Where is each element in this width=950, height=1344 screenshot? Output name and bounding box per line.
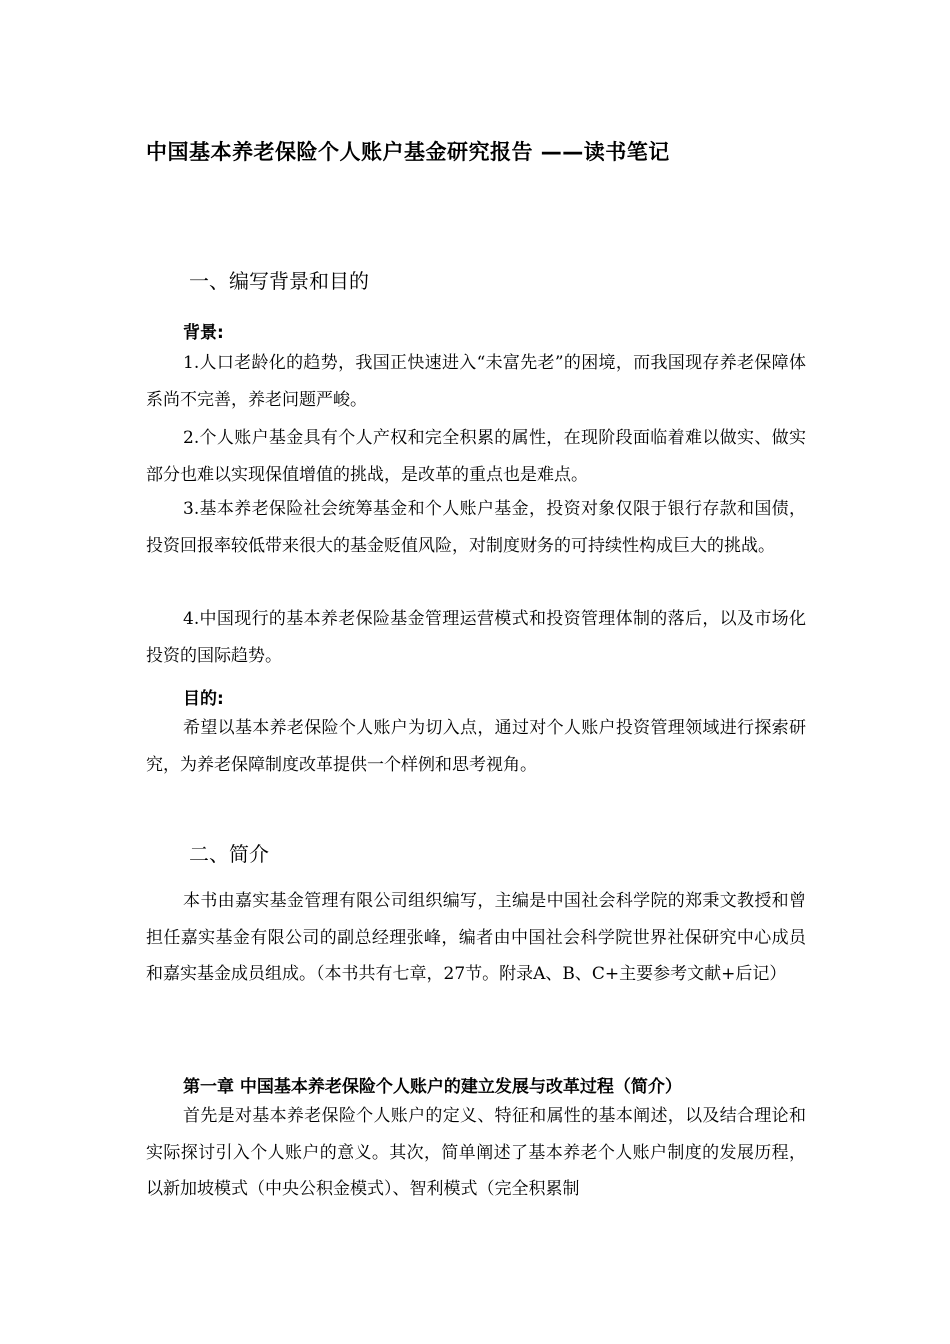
background-item-4: 4.中国现行的基本养老保险基金管理运营模式和投资管理体制的落后，以及市场化投资的国际趋势。: [146, 609, 806, 666]
background-item-3: 3.基本养老保险社会统筹基金和个人账户基金，投资对象仅限于银行存款和国债，投资回报率较低带来很大的基金贬值风险，对制度财务的可持续性构成巨大的挑战。: [146, 499, 806, 556]
background-item-1: 1.人口老龄化的趋势，我国正快速进入“未富先老”的困境，而我国现存养老保障体系尚不完善，养老问题严峻。: [146, 353, 806, 410]
section2-heading: 二、简介: [189, 842, 269, 866]
chapter1-heading: 第一章 中国基本养老保险个人账户的建立发展与改革过程（简介）: [183, 1077, 682, 1097]
purpose-text: 希望以基本养老保险个人账户为切入点，通过对个人账户投资管理领域进行探索研究，为养老保障制度改革提供一个样例和思考视角。: [146, 718, 806, 775]
intro-text: 本书由嘉实基金管理有限公司组织编写，主编是中国社会科学院的郑秉文教授和曾担任嘉实基金有限公司的副总经理张峰，编者由中国社会科学院世界社保研究中心成员和嘉实基金成员组成。（本书共有七章，27节。附录A、B、C+主要参考文献+后记）: [146, 891, 806, 984]
background-label: 背景:: [183, 323, 224, 343]
background-item-2: 2.个人账户基金具有个人产权和完全积累的属性，在现阶段面临着难以做实、做实部分也难以实现保值增值的挑战，是改革的重点也是难点。: [146, 428, 806, 485]
purpose-label: 目的:: [183, 689, 224, 709]
chapter1-text: 首先是对基本养老保险个人账户的定义、特征和属性的基本阐述，以及结合理论和实际探讨引入个人账户的意义。其次，简单阐述了基本养老个人账户制度的发展历程，以新加坡模式（中央公积金模式）、智利模式（完全积累制: [146, 1106, 806, 1199]
section1-heading: 一、编写背景和目的: [189, 269, 369, 293]
document-title: 中国基本养老保险个人账户基金研究报告 ——读书笔记: [146, 140, 670, 164]
